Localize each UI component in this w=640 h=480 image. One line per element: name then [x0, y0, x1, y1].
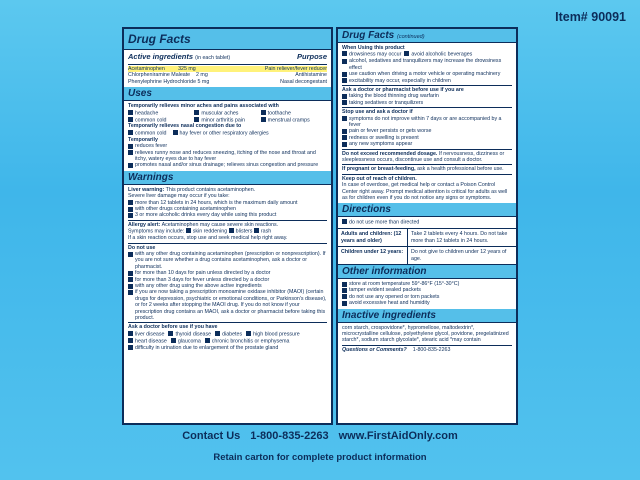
uses-heading: Uses [124, 87, 331, 101]
right-warnings-section: When Using this product drowsiness may occur avoid alcoholic beverages alcohol, sedatives and tranquilizers may increase the drowsiness effect use caution when driving a motor vehicle or operating machinery excitability may occur, especially in children Ask a doctor or pharmacist before use if you are taking the blood thinning drug warfarin taking sedatives or tranquilizers Stop use and ask a doctor if symptoms do not improve within 7 days or are accompanied by a fever pain or fever persists or gets worse redness or swelling is present any new symptoms appear Do not exceed recommended dosage. If nervousness, dizziness or sleeplessness occurs, discontinue use and consult a doctor. If pregnant or breast-feeding, ask a health professional before use. Keep out of reach of children. In case of overdose, get medical help or contact a Poison Control Center right away. Prompt medical attention is critical for adults as well as for children even if you do not notice any signs or symptoms. [338, 43, 516, 203]
checkbox-icon [128, 200, 133, 205]
contact-footer [122, 425, 518, 447]
active-ingredients-heading: Active ingredients [128, 52, 194, 61]
retain-carton-note: Retain carton for complete product information [213, 452, 427, 463]
other-info-heading: Other information [338, 265, 516, 279]
checkbox-icon [128, 163, 133, 168]
item-number: Item# 90091 [555, 10, 626, 24]
per-tablet-note: (in each tablet) [195, 55, 231, 61]
checkbox-icon [128, 207, 133, 212]
checkbox-icon [128, 277, 133, 282]
ingredient-row: Phenylephrine Hydrochloride 5 mg Nasal decongestant [128, 78, 327, 85]
checkbox-icon [261, 110, 266, 115]
checkbox-icon [128, 117, 133, 122]
checkbox-icon [194, 117, 199, 122]
checkbox-icon [128, 150, 133, 155]
checkbox-icon [173, 130, 178, 135]
warnings-section: Liver warning: This product contains acetaminophen. Severe liver damage may occur if you take: more than 12 tablets in 24 hours, which is the maximum daily amount with other drugs containing acetaminophen 3 or more alcoholic drinks every day while using this product Allergy alert: Acetaminophen may cause severe skin reactions. Symptoms may include: skin reddening blisters rash If a skin reaction occurs, stop use and seek medical help right away. Do not use with any other drug containing acetaminophen (prescription or nonprescription). If you are not sure whether a drug contains acetaminophen, ask a doctor or pharmacist. for more than 10 days for pain unless directed by a doctor for more than 3 days for fever unless directed by a doctor with any other drug using the above active ingredients if you are now taking a prescription monoamine oxidase inhibitor (MAOI) (certain drugs for depression, psychiatric or emotional conditions, or Parkinson's disease), or for 2 weeks after stopping the MAOI drug. If you do not know if your prescription drug contains an MAOI, ask a doctor or pharmacist before taking this product. Ask a doctor before use if you have liver disease thyroid disease diabetes high blood pressure heart disease glaucoma chronic bronchitis or emphysema difficulty in urination due to enlargement of the prostate gland [128, 186, 327, 351]
directions-section: do not use more than directed Adults and children: (12 years and older) Take 2 tablets every 4 hours. Do not take more than 12 tablets in 24 hours. Children under 12 years: Do not give to children under 12 years of age. [338, 217, 516, 265]
checkbox-icon [128, 271, 133, 276]
checkbox-icon [128, 110, 133, 115]
inactive-ingredients-heading: Inactive ingredients [338, 309, 516, 323]
checkbox-icon [128, 345, 133, 350]
checkbox-icon [261, 117, 266, 122]
ingredient-row: Chlorpheniramine Maleate 2 mg Antihistamine [128, 72, 327, 79]
directions-heading: Directions [338, 203, 516, 217]
purpose-heading: Purpose [296, 52, 327, 61]
active-ingredients-section [124, 50, 331, 87]
contact-phone: 1-800-835-2263 [250, 430, 329, 442]
ingredient-row: Acetaminophen 325 mg Pain reliever/fever reducer [128, 66, 327, 72]
checkbox-icon [128, 130, 133, 135]
drug-facts-continued-title: Drug Facts (continued) [338, 29, 516, 43]
drug-facts-right-panel [336, 27, 518, 425]
checkbox-icon [128, 144, 133, 149]
website-link[interactable]: www.FirstAidOnly.com [338, 430, 458, 442]
drug-facts-left-panel [122, 27, 333, 425]
checkbox-icon [194, 110, 199, 115]
drug-facts-title: Drug Facts [124, 29, 331, 50]
contact-label: Contact Us [182, 430, 241, 442]
checkbox-icon [128, 290, 133, 295]
checkbox-icon [128, 213, 133, 218]
warnings-heading: Warnings [124, 171, 331, 185]
other-info-section: store at room temperature 59°-86°F (15°-30°C) tamper evident sealed packets do not use any opened or torn packets avoid excessive heat and humidity [338, 279, 516, 309]
uses-section: Temporarily relieves minor aches and pains associated with headache muscular aches toothache common cold minor arthritis pain menstrual cramps Temporarily relieves nasal congestion due to common cold hay fever or other respiratory allergies Temporarily reduces fever relieves runny nose and reduces sneezing, itching of the nose and throat and itchy, watery eyes due to hay fever promotes nasal and/or sinus drainage; relieves sinus congestion and pressure [128, 103, 319, 169]
checkbox-icon [128, 252, 133, 257]
checkbox-icon [128, 284, 133, 289]
inactive-ingredients-section: corn starch, crospovidone*, hypromellose, maltodextrin*, microcrystalline cellulose, polyethylene glycol, povidone, pregelatinized starch*, sodium starch glycolate*, stearic acid *may contain Questions or Comments? 1-800-835-2263 [338, 323, 516, 356]
